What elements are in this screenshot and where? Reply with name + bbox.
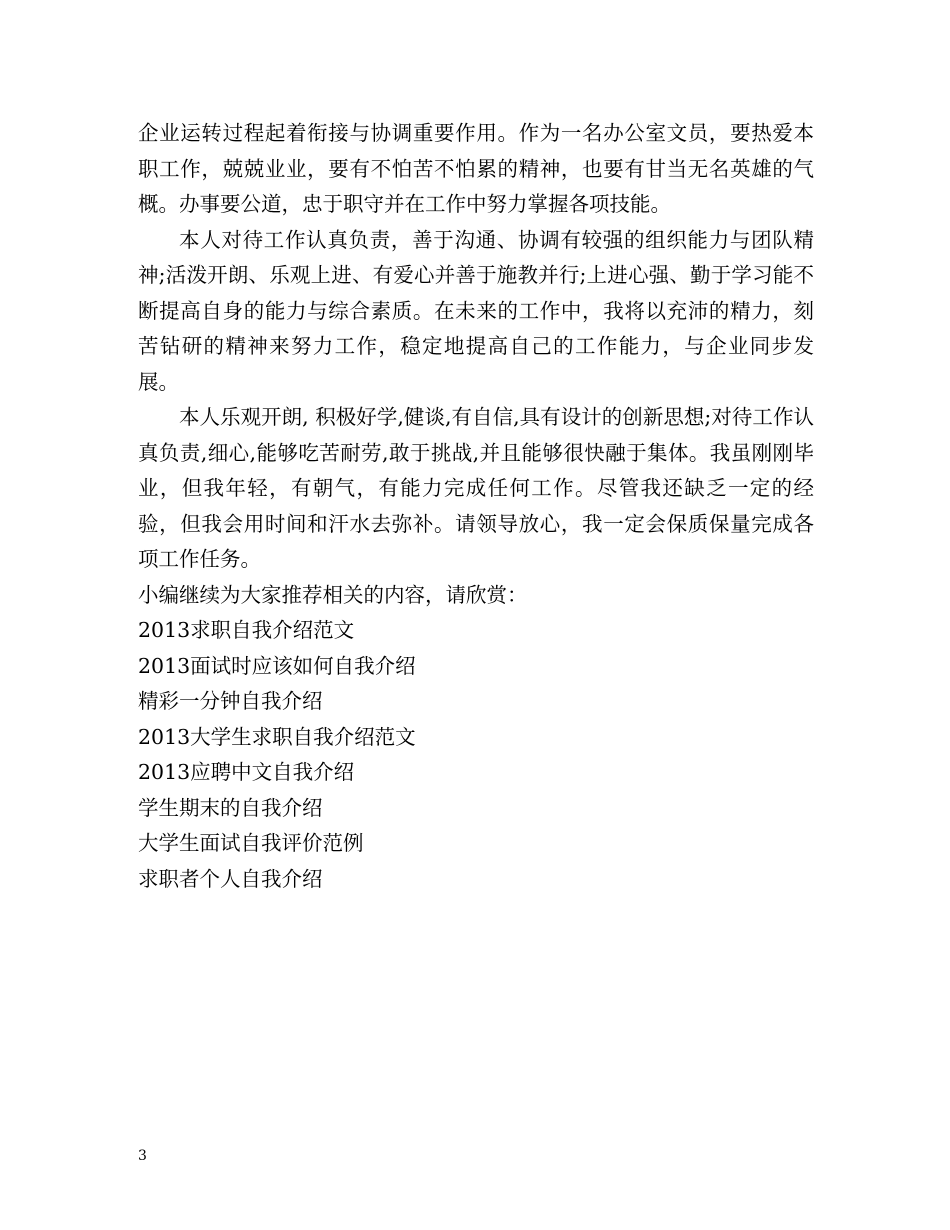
recommend-intro: 小编继续为大家推荐相关的内容，请欣赏： [138,582,528,607]
page-number: 3 [138,1148,147,1164]
document-body [138,116,814,897]
paragraph-work-attitude: 本人对待工作认真负责，善于沟通、协调有较强的组织能力与团队精神;活泼开朗、乐观上进、有爱心并善于施教并行;上进心强、勤于学习能不断提高自身的能力与综合素质。在未来的工作中，我将以充沛的精力，刻苦钻研的精神来努力工作，稳定地提高自己的工作能力，与企业同步发展。 [138,227,814,394]
related-link[interactable]: 2013应聘中文自我介绍 [138,760,355,784]
related-link[interactable]: 大学生面试自我评价范例 [138,831,364,855]
related-links-list [138,613,814,897]
related-link[interactable]: 精彩一分钟自我介绍 [138,689,323,713]
related-link[interactable]: 2013求职自我介绍范文 [138,618,355,642]
paragraph-personality: 本人乐观开朗, 积极好学,健谈,有自信,具有设计的创新思想;对待工作认真负责,细心,能够吃苦耐劳,敢于挑战,并且能够很快融于集体。我虽刚刚毕业，但我年轻，有朝气，有能力完成任何工作。尽管我还缺乏一定的经验，但我会用时间和汗水去弥补。请领导放心，我一定会保质保量完成各项工作任务。 [138,405,814,571]
related-link[interactable]: 学生期末的自我介绍 [138,795,323,820]
paragraph-office-clerk: 企业运转过程起着衔接与协调重要作用。作为一名办公室文员，要热爱本职工作，兢兢业业，要有不怕苦不怕累的精神，也要有甘当无名英雄的气概。办事要公道，忠于职守并在工作中努力掌握各项技能。 [138,121,814,216]
related-link[interactable]: 求职者个人自我介绍 [138,866,323,891]
related-link[interactable]: 2013大学生求职自我介绍范文 [138,724,416,749]
related-link[interactable]: 2013面试时应该如何自我介绍 [138,653,416,678]
